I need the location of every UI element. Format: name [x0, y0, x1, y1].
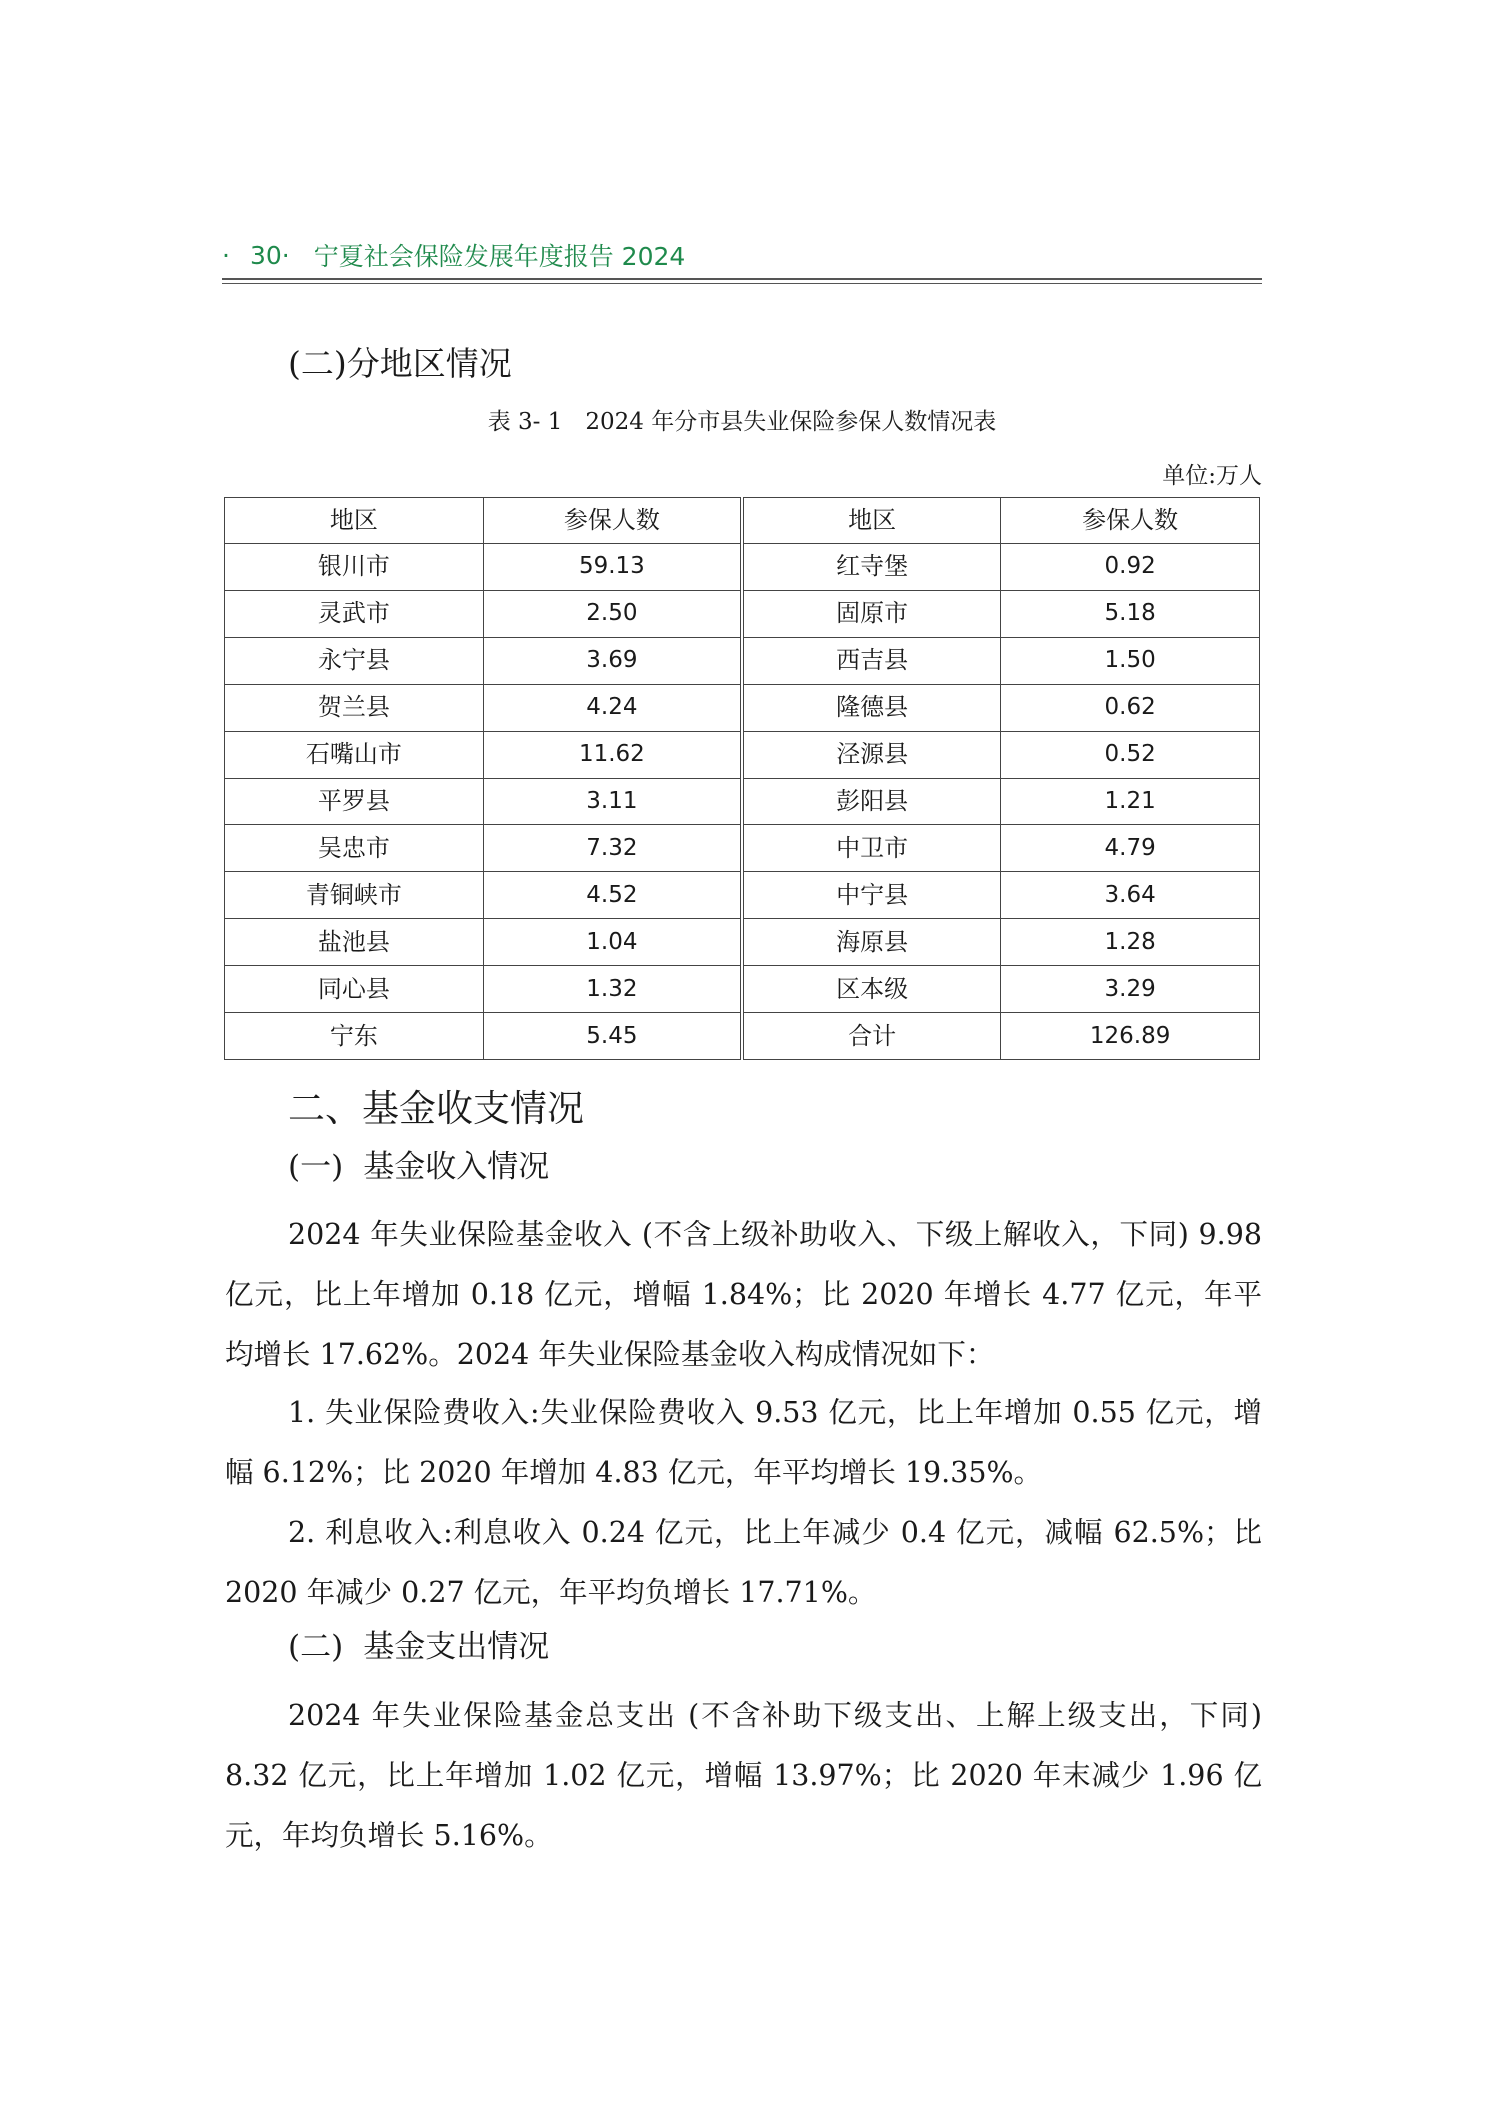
- paragraph-income-summary: 2024 年失业保险基金收入 (不含上级补助收入、下级上解收入，下同) 9.98 亿元，比上年增加 0.18 亿元，增幅 1.84%；比 2020 年增长 4.77 亿元，年平均增长 17.62%。2024 年失业保险基金收入构成情况如下：: [225, 1218, 1262, 1371]
- table-row: [225, 590, 1260, 637]
- insured-count-cell: 2.50: [483, 590, 742, 637]
- insured-count-cell: 0.92: [1001, 544, 1260, 591]
- insured-count-cell: 3.64: [1001, 872, 1260, 919]
- region-name-cell: 隆德县: [742, 684, 1001, 731]
- subheading-number: (二): [288, 1629, 344, 1665]
- insured-count-cell: 0.52: [1001, 731, 1260, 778]
- header-region: 地区: [225, 498, 484, 544]
- insured-count-cell: 0.62: [1001, 684, 1260, 731]
- header-insured: 参保人数: [483, 498, 742, 544]
- table-header-row: [225, 498, 1260, 544]
- region-name-cell: 区本级: [742, 966, 1001, 1013]
- heading-fund-income-expense: 二、基金收支情况: [288, 1087, 584, 1130]
- header-rule-thick: [222, 278, 1262, 280]
- subheading-number: (一): [288, 1149, 344, 1185]
- insured-count-cell: 126.89: [1001, 1013, 1260, 1060]
- insured-count-cell: 1.28: [1001, 919, 1260, 966]
- insured-count-cell: 3.11: [483, 778, 742, 825]
- region-name-cell: 灵武市: [225, 590, 484, 637]
- paragraph-premium-income: 1. 失业保险费收入:失业保险费收入 9.53 亿元，比上年增加 0.55 亿元，增幅 6.12%；比 2020 年增加 4.83 亿元，年平均增长 19.35%。: [225, 1396, 1262, 1489]
- region-name-cell: 彭阳县: [742, 778, 1001, 825]
- header-rule-thin: [222, 283, 1262, 284]
- region-name-cell: 中卫市: [742, 825, 1001, 872]
- insured-count-cell: 4.52: [483, 872, 742, 919]
- paragraph-expense-summary: 2024 年失业保险基金总支出 (不含补助下级支出、上解上级支出，下同) 8.32 亿元，比上年增加 1.02 亿元，增幅 13.97%；比 2020 年末减少 1.96 亿元，年均负增长 5.16%。: [225, 1699, 1262, 1852]
- insured-count-cell: 4.79: [1001, 825, 1260, 872]
- insured-count-cell: 3.29: [1001, 966, 1260, 1013]
- table-caption: 表 3- 1 2024 年分市县失业保险参保人数情况表: [487, 409, 997, 435]
- region-name-cell: 红寺堡: [742, 544, 1001, 591]
- insured-count-cell: 1.04: [483, 919, 742, 966]
- table-row: [225, 637, 1260, 684]
- paragraph-interest-income: 2. 利息收入:利息收入 0.24 亿元，比上年减少 0.4 亿元，减幅 62.5%；比 2020 年减少 0.27 亿元，年平均负增长 17.71%。: [225, 1516, 1262, 1609]
- report-title: 宁夏社会保险发展年度报告 2024: [313, 242, 686, 271]
- region-name-cell: 青铜峡市: [225, 872, 484, 919]
- insured-count-cell: 1.21: [1001, 778, 1260, 825]
- table-row: [225, 778, 1260, 825]
- insured-by-region-table: [224, 497, 1260, 1060]
- table-row: [225, 919, 1260, 966]
- region-name-cell: 泾源县: [742, 731, 1001, 778]
- table-row: [225, 684, 1260, 731]
- table-row: [225, 1013, 1260, 1060]
- table-unit: 单位:万人: [1162, 463, 1262, 489]
- header-region: 地区: [742, 498, 1001, 544]
- table-row: [225, 731, 1260, 778]
- subheading-text: 基金支出情况: [363, 1629, 550, 1665]
- header-insured: 参保人数: [1001, 498, 1260, 544]
- table-row: [225, 825, 1260, 872]
- region-name-cell: 宁东: [225, 1013, 484, 1060]
- region-name-cell: 石嘴山市: [225, 731, 484, 778]
- region-name-cell: 吴忠市: [225, 825, 484, 872]
- table-body: [225, 544, 1260, 1060]
- region-name-cell: 盐池县: [225, 919, 484, 966]
- header-dot: ·: [222, 240, 230, 270]
- insured-count-cell: 1.50: [1001, 637, 1260, 684]
- page-number: 30·: [249, 240, 290, 270]
- region-name-cell: 银川市: [225, 544, 484, 591]
- region-name-cell: 同心县: [225, 966, 484, 1013]
- insured-count-cell: 11.62: [483, 731, 742, 778]
- insured-count-cell: 3.69: [483, 637, 742, 684]
- insured-count-cell: 5.45: [483, 1013, 742, 1060]
- insured-count-cell: 5.18: [1001, 590, 1260, 637]
- insured-count-cell: 1.32: [483, 966, 742, 1013]
- insured-count-cell: 7.32: [483, 825, 742, 872]
- subheading-income: [288, 1141, 549, 1186]
- table-row: [225, 966, 1260, 1013]
- subheading-expense: [288, 1621, 549, 1666]
- region-name-cell: 固原市: [742, 590, 1001, 637]
- running-header: [222, 235, 1262, 275]
- region-name-cell: 永宁县: [225, 637, 484, 684]
- subheading-text: 基金收入情况: [363, 1149, 550, 1185]
- region-name-cell: 合计: [742, 1013, 1001, 1060]
- region-name-cell: 中宁县: [742, 872, 1001, 919]
- region-name-cell: 平罗县: [225, 778, 484, 825]
- section-title: (二)分地区情况: [288, 344, 512, 383]
- table-row: [225, 872, 1260, 919]
- region-name-cell: 西吉县: [742, 637, 1001, 684]
- insured-count-cell: 59.13: [483, 544, 742, 591]
- region-name-cell: 贺兰县: [225, 684, 484, 731]
- insured-count-cell: 4.24: [483, 684, 742, 731]
- region-name-cell: 海原县: [742, 919, 1001, 966]
- table-row: [225, 544, 1260, 591]
